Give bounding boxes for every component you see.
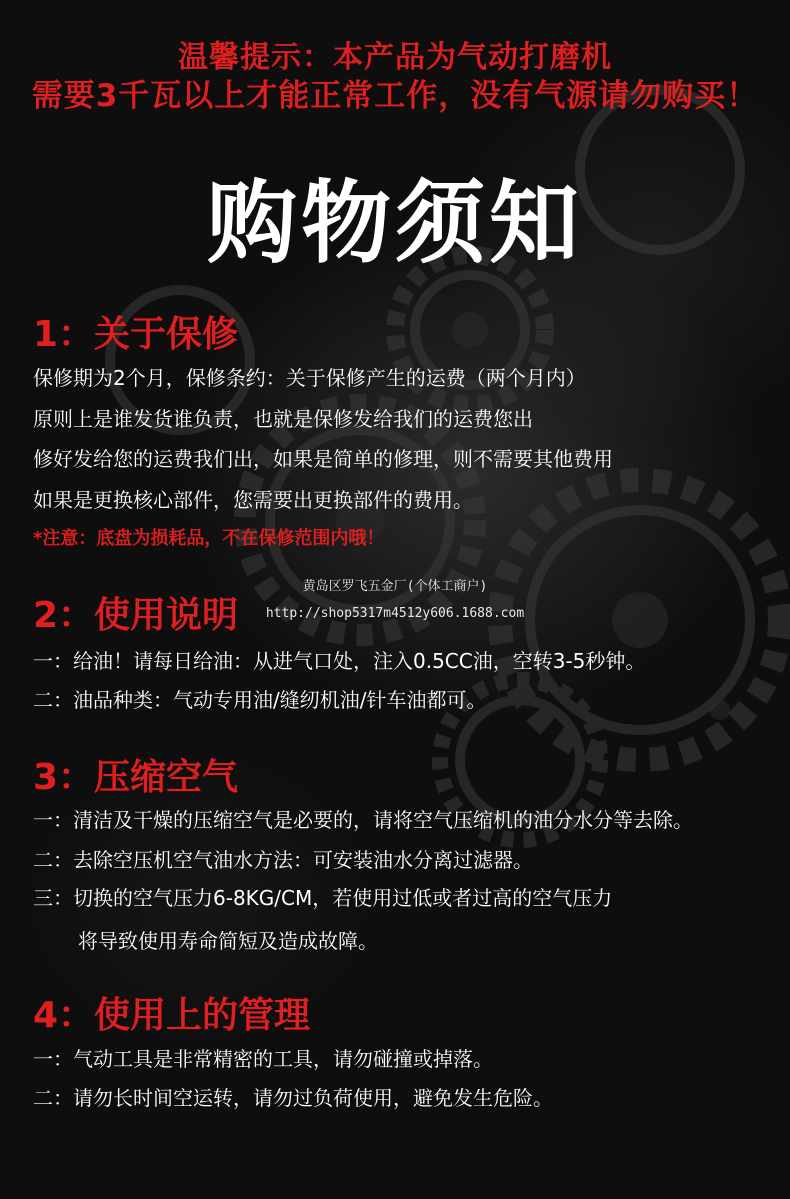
notice-line-2: 需要3千瓦以上才能正常工作，没有气源请勿购买！ [31,78,759,114]
section-1-line-4: 如果是更换核心部件，您需要出更换部件的费用。 [33,488,473,512]
section-4-line-2: 二：请勿长时间空运转，请勿过负荷使用，避免发生危险。 [33,1086,553,1110]
section-2-line-1: 一：给油！请每日给油：从进气口处，注入0.5CC油，空转3-5秒钟。 [33,649,646,673]
section-3-line-4: 将导致使用寿命简短及造成故障。 [78,929,378,953]
section-1-heading: 1：关于保修 [33,314,239,355]
section-3-line-1: 一：清洁及干燥的压缩空气是必要的，请将空气压缩机的油分水分等去除。 [33,808,693,832]
shop-url: http://shop5317m4512y606.1688.com [265,606,525,621]
section-3-line-3: 三：切换的空气压力6-8KG/CM，若使用过低或者过高的空气压力 [33,886,613,910]
section-2-heading: 2：使用说明 [33,595,239,636]
notice-line-1: 温馨提示：本产品为气动打磨机 [178,40,612,75]
page-title: 购物须知 [207,171,583,276]
section-2-line-2: 二：油品种类：气动专用油/缝纫机油/针车油都可。 [33,688,487,712]
shop-name: 黄岛区罗飞五金厂(个体工商户) [302,579,488,594]
section-4-line-1: 一：气动工具是非常精密的工具，请勿碰撞或掉落。 [33,1047,493,1071]
section-3-line-2: 二：去除空压机空气油水方法：可安装油水分离过滤器。 [33,848,533,872]
section-1-line-1: 保修期为2个月，保修条约：关于保修产生的运费（两个月内） [33,366,586,390]
section-3-heading: 3：压缩空气 [33,757,239,798]
section-1-line-2: 原则上是谁发货谁负责，也就是保修发给我们的运费您出 [33,407,533,431]
section-1-warning: *注意：底盘为损耗品，不在保修范围内哦！ [33,528,385,549]
section-1-line-3: 修好发给您的运费我们出，如果是简单的修理，则不需要其他费用 [33,447,613,471]
section-4-heading: 4：使用上的管理 [33,995,311,1036]
